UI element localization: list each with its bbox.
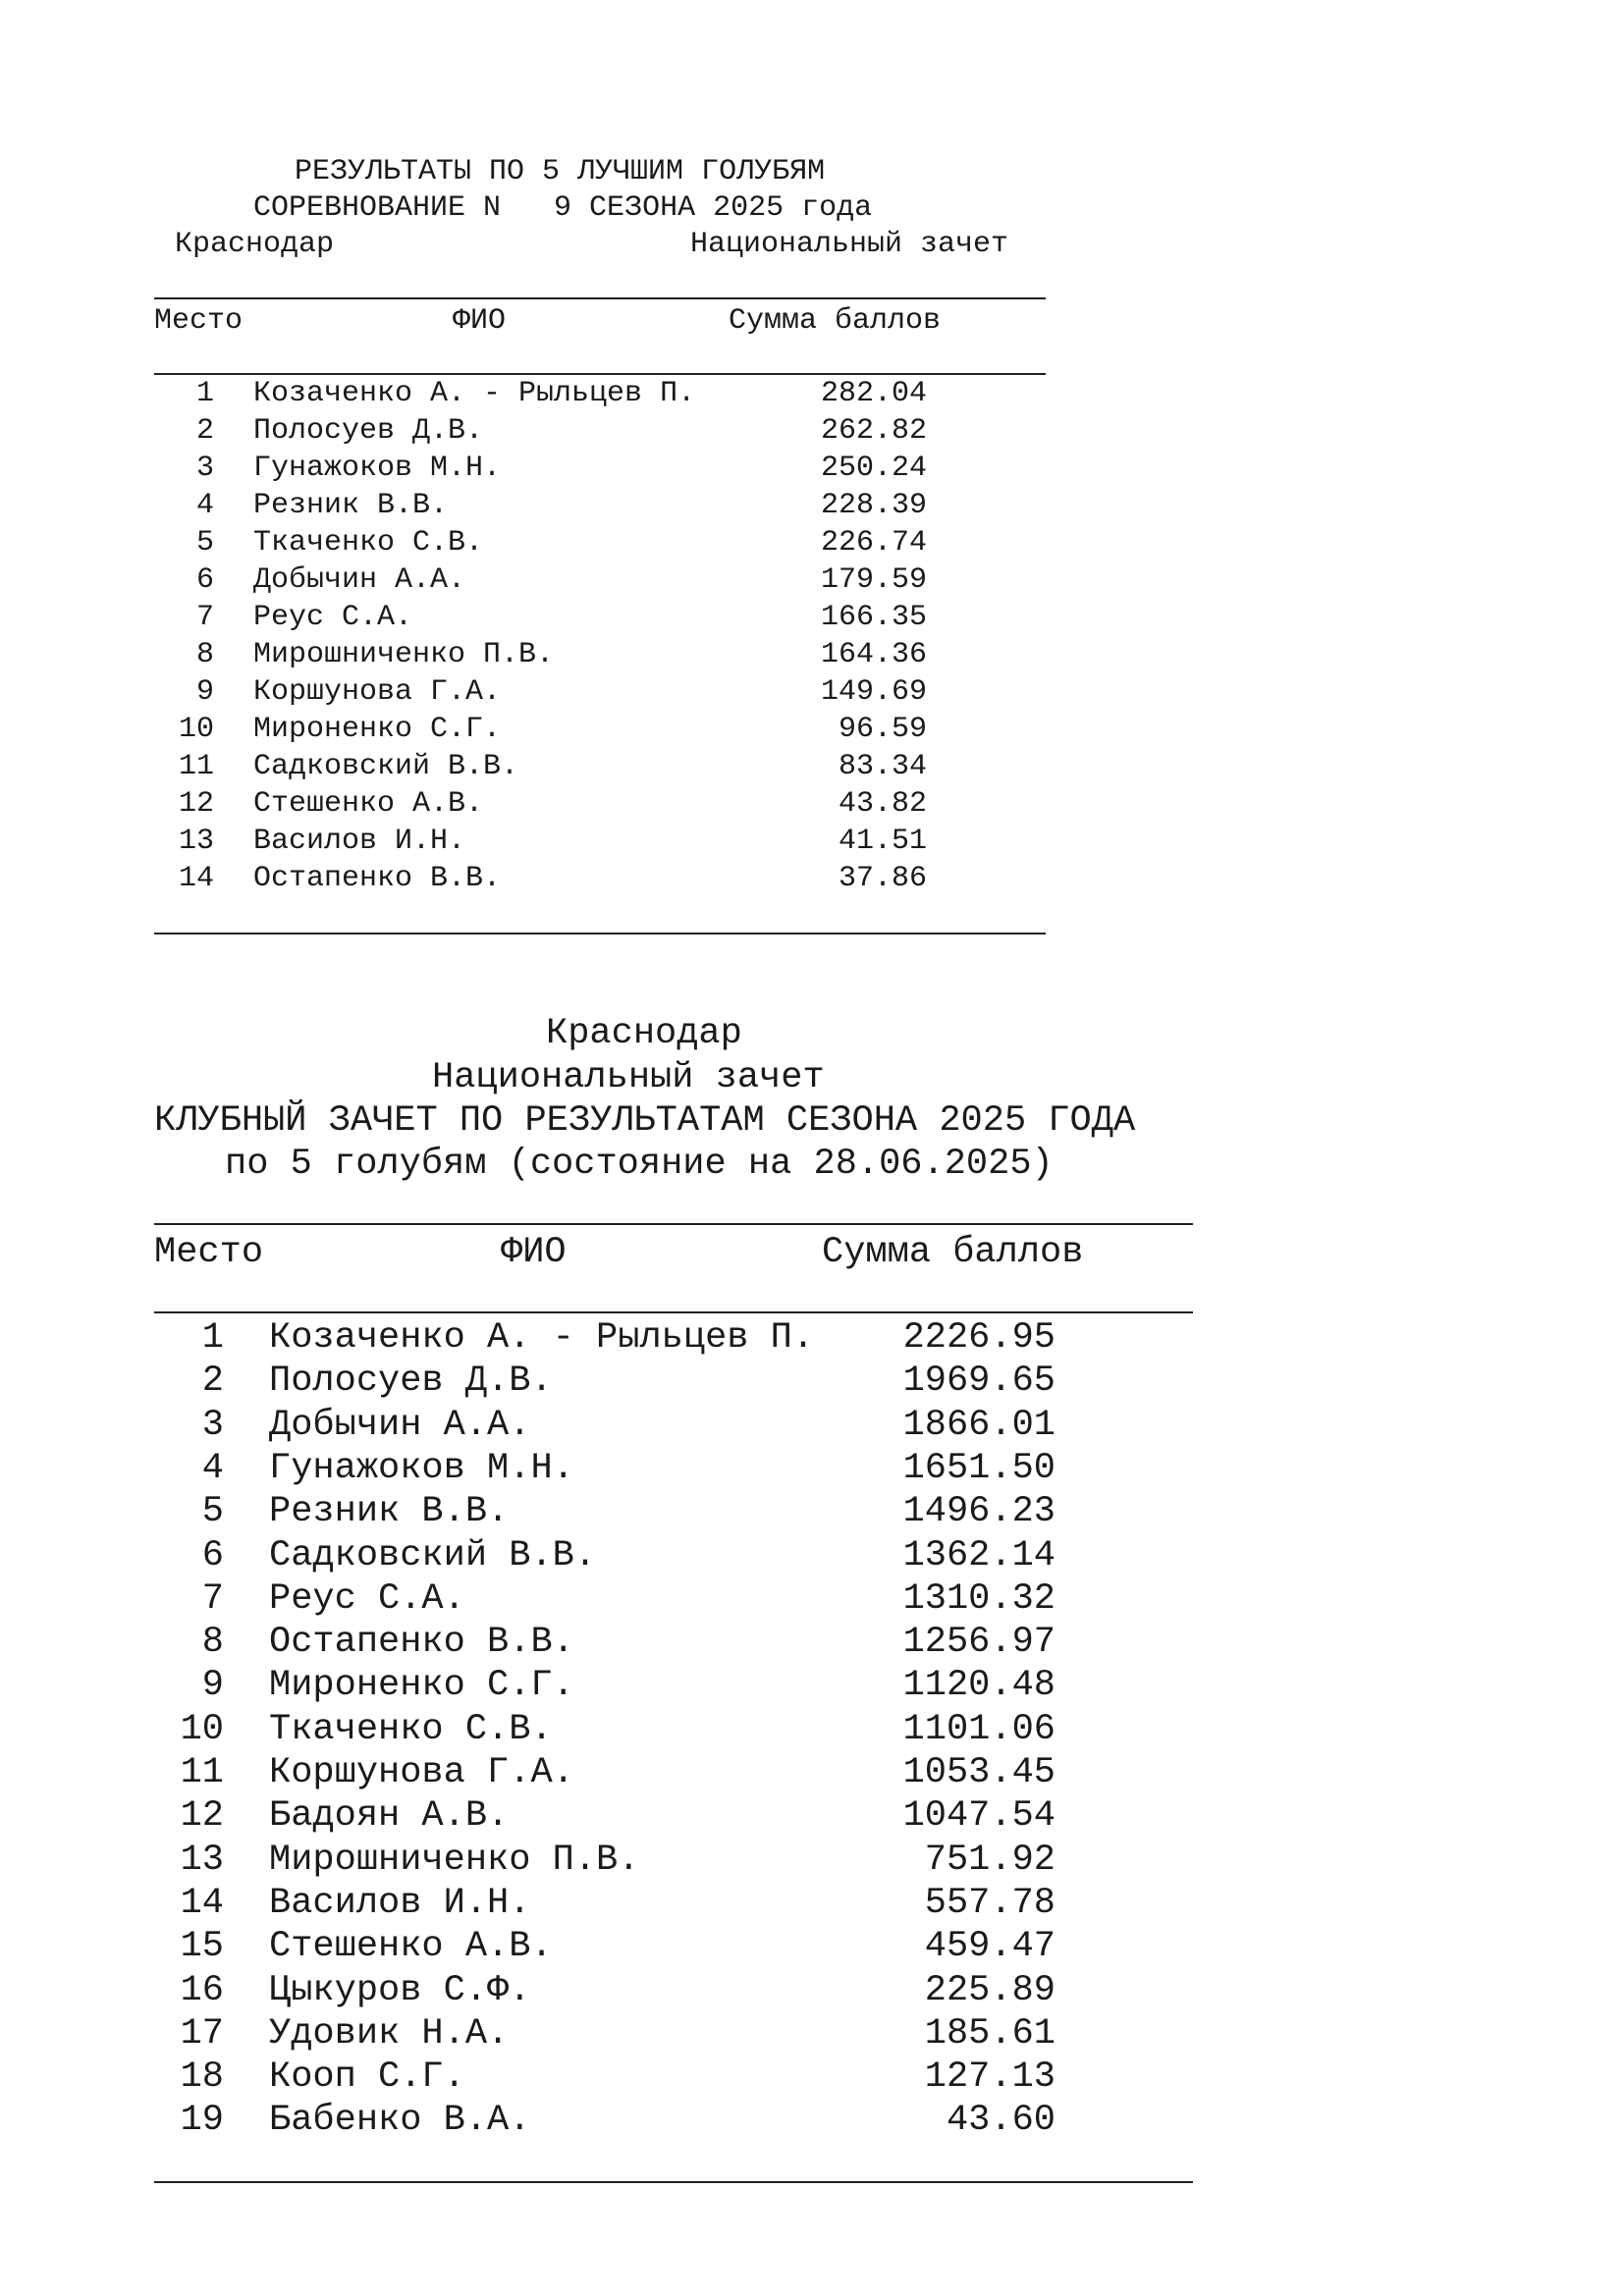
row-name: Садковский В.В. (269, 1534, 597, 1576)
report2-header-score: Сумма баллов (822, 1232, 1084, 1273)
row-score: 1969.65 (902, 1361, 1056, 1403)
row-score: 1496.23 (902, 1491, 1056, 1533)
row-place: 14 (178, 862, 214, 895)
row-score: 1053.45 (902, 1752, 1056, 1793)
row-name: Остапенко В.В. (253, 862, 502, 895)
report1-category: Национальный зачет (690, 228, 1009, 261)
row-name: Добычин А.А. (253, 563, 466, 597)
row-name: Василов И.Н. (269, 1882, 531, 1924)
row-name: Реус С.А. (269, 1577, 465, 1620)
row-score: 1101.06 (902, 1708, 1056, 1750)
row-score: 127.13 (924, 2056, 1056, 2099)
row-place: 7 (201, 1577, 224, 1620)
row-score: 751.92 (924, 1839, 1056, 1881)
row-name: Стешенко А.В. (253, 787, 484, 821)
report2-rule-header (154, 1311, 1193, 1313)
report1-title-line2: СОРЕВНОВАНИЕ N 9 СЕЗОНА 2025 года (253, 191, 873, 225)
row-name: Коршунова Г.А. (269, 1752, 574, 1793)
row-place: 6 (201, 1534, 224, 1576)
row-name: Полосуев Д.В. (269, 1361, 553, 1403)
report2-header-place: Место (154, 1232, 264, 1273)
report2-title-line1: КЛУБНЫЙ ЗАЧЕТ ПО РЕЗУЛЬТАТАМ СЕЗОНА 2025 ГОДА (154, 1100, 1136, 1142)
row-name: Кооп С.Г. (269, 2056, 465, 2099)
row-score: 262.82 (820, 414, 927, 448)
row-name: Мирошниченко П.В. (269, 1839, 640, 1881)
row-place: 3 (195, 452, 214, 485)
row-name: Бабенко В.А. (269, 2100, 531, 2142)
row-place: 12 (180, 1795, 224, 1838)
row-place: 5 (195, 526, 214, 560)
report1-rule-header (154, 373, 1046, 375)
report2-category: Национальный зачет (432, 1057, 825, 1098)
row-name: Козаченко А. - Рыльцев П. (253, 377, 696, 410)
row-name: Стешенко А.В. (269, 1926, 553, 1968)
row-name: Ткаченко С.В. (269, 1708, 553, 1750)
row-name: Удовик Н.А. (269, 2012, 510, 2055)
row-score: 179.59 (820, 563, 927, 597)
row-name: Реус С.А. (253, 601, 413, 634)
row-name: Бадоян А.В. (269, 1795, 510, 1838)
row-place: 2 (201, 1361, 224, 1403)
report1-city: Краснодар (175, 228, 335, 261)
row-name: Мирошниченко П.В. (253, 638, 555, 671)
row-name: Коршунова Г.А. (253, 675, 502, 709)
row-name: Гунажоков М.Н. (269, 1447, 574, 1489)
row-score: 1310.32 (902, 1577, 1056, 1620)
row-place: 11 (180, 1752, 224, 1793)
row-name: Василов И.Н. (253, 825, 466, 858)
row-score: 43.82 (838, 787, 927, 821)
row-place: 4 (195, 489, 214, 522)
report1-header-name: ФИО (453, 304, 507, 338)
row-place: 15 (180, 1926, 224, 1968)
report1-header-score: Сумма баллов (729, 304, 942, 338)
row-score: 250.24 (820, 452, 927, 485)
row-score: 96.59 (838, 713, 927, 746)
row-score: 557.78 (924, 1882, 1056, 1924)
row-score: 149.69 (820, 675, 927, 709)
row-name: Гунажоков М.Н. (253, 452, 502, 485)
row-name: Садковский В.В. (253, 750, 519, 783)
row-score: 282.04 (820, 377, 927, 410)
row-place: 17 (180, 2012, 224, 2055)
row-score: 1866.01 (902, 1404, 1056, 1446)
report1-rule-top (154, 297, 1046, 299)
row-place: 19 (180, 2100, 224, 2142)
row-score: 41.51 (838, 825, 927, 858)
row-score: 166.35 (820, 601, 927, 634)
report2-title-line2: по 5 голубям (состояние на 28.06.2025) (225, 1144, 1054, 1185)
row-score: 1120.48 (902, 1665, 1056, 1707)
row-name: Полосуев Д.В. (253, 414, 484, 448)
row-score: 1362.14 (902, 1534, 1056, 1576)
row-score: 43.60 (946, 2100, 1056, 2142)
row-name: Резник В.В. (269, 1491, 510, 1533)
row-place: 3 (201, 1404, 224, 1446)
row-score: 2226.95 (902, 1317, 1056, 1359)
row-place: 7 (195, 601, 214, 634)
row-score: 185.61 (924, 2012, 1056, 2055)
report2-city: Краснодар (546, 1013, 742, 1054)
row-place: 4 (201, 1447, 224, 1489)
row-place: 1 (195, 377, 214, 410)
row-score: 225.89 (924, 1969, 1056, 2011)
row-place: 6 (195, 563, 214, 597)
row-place: 1 (201, 1317, 224, 1359)
row-score: 37.86 (838, 862, 927, 895)
row-score: 228.39 (820, 489, 927, 522)
row-place: 10 (180, 1708, 224, 1750)
row-name: Добычин А.А. (269, 1404, 531, 1446)
row-name: Мироненко С.Г. (253, 713, 502, 746)
row-place: 9 (195, 675, 214, 709)
row-place: 14 (180, 1882, 224, 1924)
report2-rule-bottom (154, 2181, 1193, 2183)
row-place: 8 (195, 638, 214, 671)
row-place: 9 (201, 1665, 224, 1707)
row-name: Ткаченко С.В. (253, 526, 484, 560)
row-name: Мироненко С.Г. (269, 1665, 574, 1707)
row-place: 8 (201, 1622, 224, 1664)
row-place: 5 (201, 1491, 224, 1533)
row-place: 18 (180, 2056, 224, 2099)
row-place: 2 (195, 414, 214, 448)
row-score: 164.36 (820, 638, 927, 671)
row-name: Резник В.В. (253, 489, 449, 522)
row-score: 1651.50 (902, 1447, 1056, 1489)
report1-header-place: Место (154, 304, 244, 338)
row-score: 1047.54 (902, 1795, 1056, 1838)
row-place: 12 (178, 787, 214, 821)
row-place: 16 (180, 1969, 224, 2011)
row-place: 13 (180, 1839, 224, 1881)
row-score: 1256.97 (902, 1622, 1056, 1664)
row-score: 459.47 (924, 1926, 1056, 1968)
row-place: 13 (178, 825, 214, 858)
row-score: 226.74 (820, 526, 927, 560)
row-place: 10 (178, 713, 214, 746)
row-name: Козаченко А. - Рыльцев П. (269, 1317, 815, 1359)
report2-header-name: ФИО (501, 1232, 567, 1273)
row-score: 83.34 (838, 750, 927, 783)
report1-rule-bottom (154, 933, 1046, 934)
row-place: 11 (178, 750, 214, 783)
row-name: Цыкуров С.Ф. (269, 1969, 531, 2011)
report2-rule-top (154, 1223, 1193, 1225)
row-name: Остапенко В.В. (269, 1622, 574, 1664)
report1-title-line1: РЕЗУЛЬТАТЫ ПО 5 ЛУЧШИМ ГОЛУБЯМ (295, 155, 826, 188)
